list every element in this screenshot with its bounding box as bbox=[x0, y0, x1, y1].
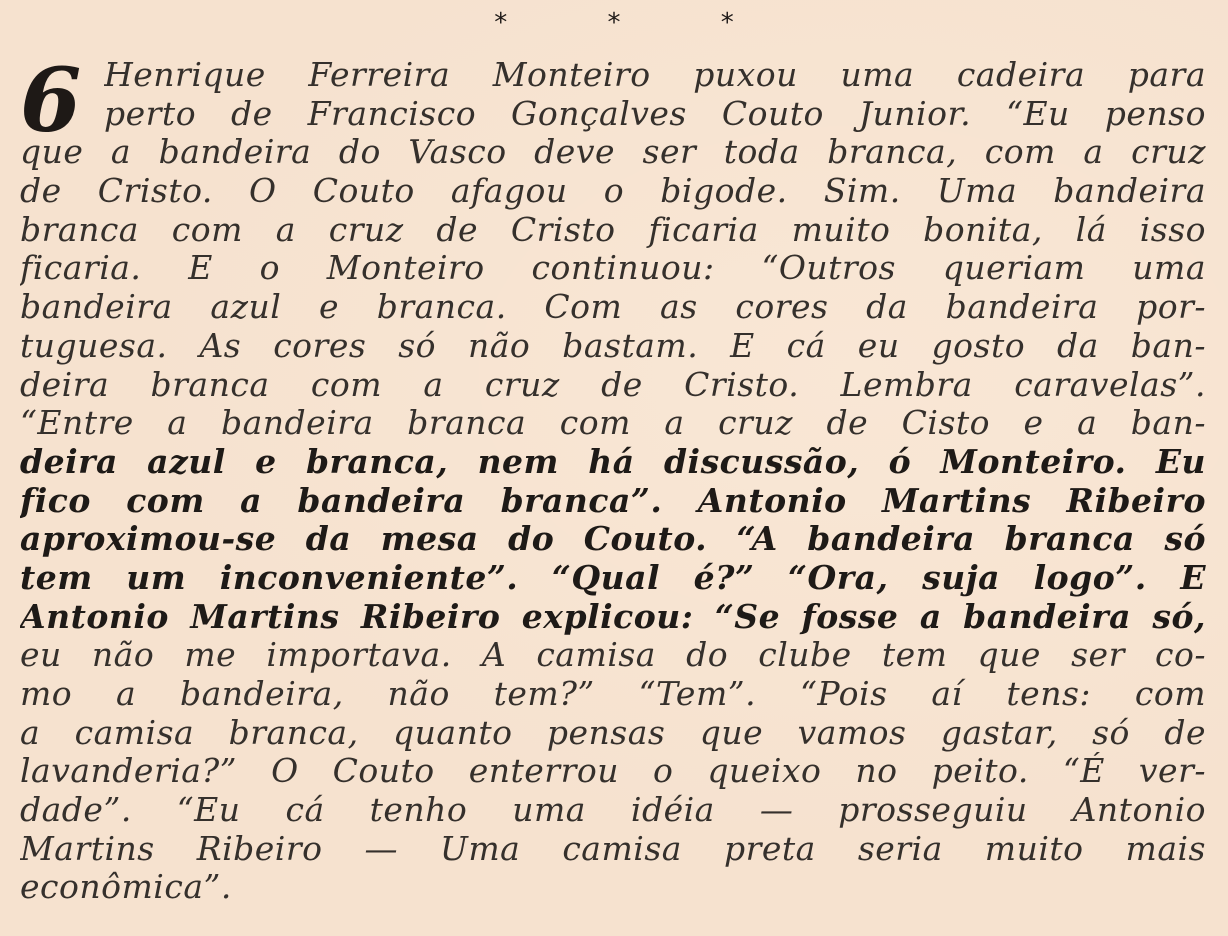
text-line: ficaria. E o Monteiro continuou: “Outros queriam uma bbox=[20, 249, 1206, 288]
text-line: tuguesa. As cores só não bastam. E cá eu gosto da ban- bbox=[20, 326, 1206, 365]
text-line: aproximou-se da mesa do Couto. “A bandeira branca só bbox=[20, 520, 1206, 559]
text-line: Henrique Ferreira Monteiro puxou uma cadeira para bbox=[104, 56, 1206, 94]
text-line: fico com a bandeira branca”. Antonio Martins Ribeiro bbox=[20, 481, 1206, 520]
drop-cap: 6 bbox=[20, 48, 82, 152]
text-line: branca com a cruz de Cristo ficaria muito bonita, lá isso bbox=[20, 210, 1206, 249]
text-line: Antonio Martins Ribeiro explicou: “Se fosse a bandeira só, bbox=[20, 597, 1206, 636]
text-line: perto de Francisco Gonçalves Couto Junior. “Eu penso bbox=[104, 94, 1206, 133]
text-line: deira branca com a cruz de Cristo. Lembra caravelas”. bbox=[20, 365, 1206, 404]
text-line: tem um inconveniente”. “Qual é?” “Ora, suja logo”. E bbox=[20, 558, 1206, 597]
text-line: que a bandeira do Vasco deve ser toda branca, com a cruz bbox=[20, 133, 1206, 172]
text-line: a camisa branca, quanto pensas que vamos gastar, só de bbox=[20, 713, 1206, 752]
text-line: dade”. “Eu cá tenho uma idéia — prosseguiu Antonio bbox=[20, 791, 1206, 830]
text-line: de Cristo. O Couto afagou o bigode. Sim. Uma bandeira bbox=[20, 172, 1206, 211]
text-line: deira azul e branca, nem há discussão, ó Monteiro. Eu bbox=[20, 442, 1206, 481]
text-line: lavanderia?” O Couto enterrou o queixo no peito. “É ver- bbox=[20, 752, 1206, 791]
text-line: econômica”. bbox=[20, 868, 232, 907]
article-body bbox=[20, 48, 1206, 907]
text-line: Martins Ribeiro — Uma camisa preta seria muito mais bbox=[20, 829, 1206, 868]
text-line: mo a bandeira, não tem?” “Tem”. “Pois aí tens: com bbox=[20, 675, 1206, 713]
text-line: bandeira azul e branca. Com as cores da bandeira por- bbox=[20, 288, 1206, 327]
text-line: “Entre a bandeira branca com a cruz de Cisto e a ban- bbox=[20, 404, 1206, 443]
section-ornament: * * * bbox=[494, 8, 780, 38]
text-line: eu não me importava. A camisa do clube tem que ser co- bbox=[20, 636, 1206, 675]
